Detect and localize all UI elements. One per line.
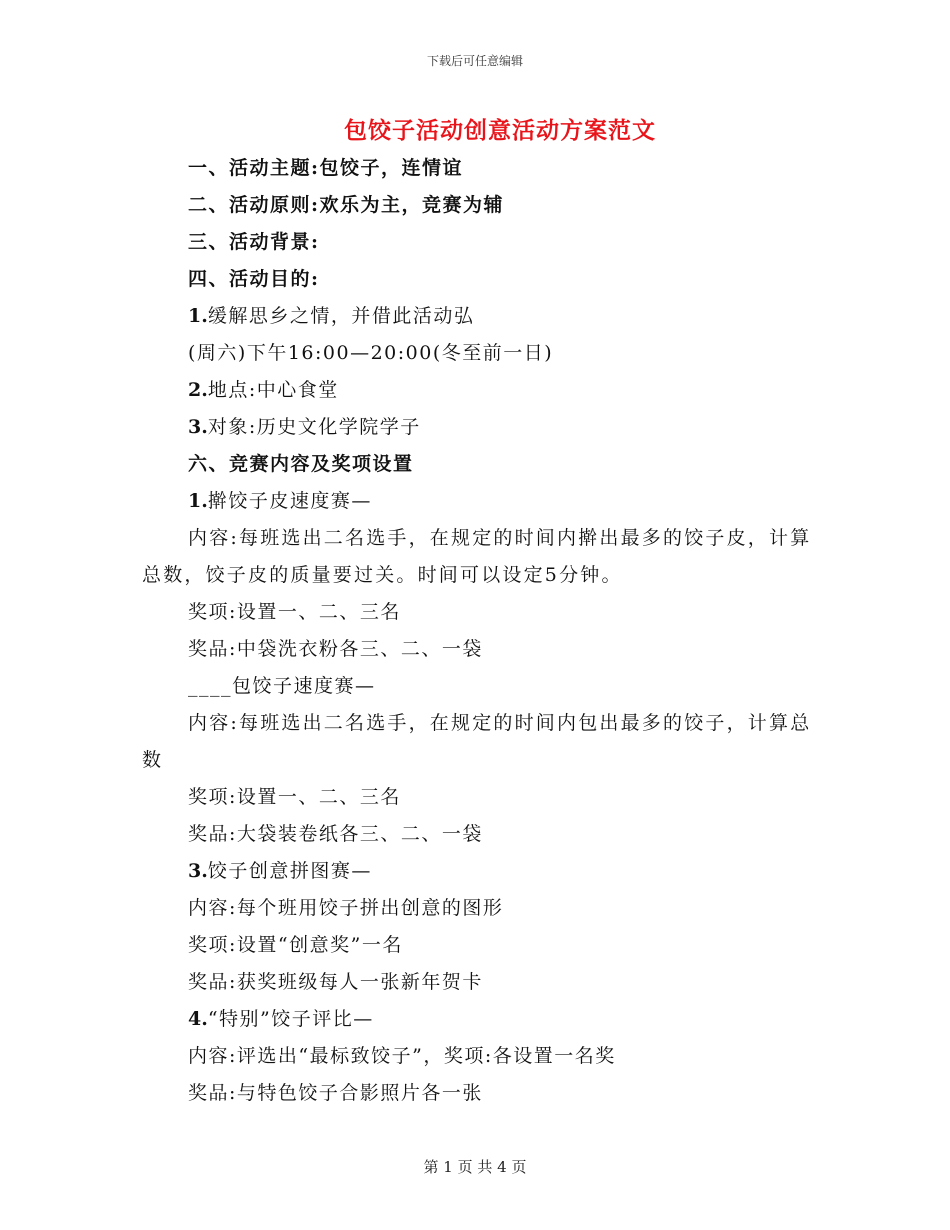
item-number: 2.: [188, 379, 208, 401]
contest-1-title: [142, 483, 812, 520]
contest-2-content: 内容:每班选出二名选手，在规定的时间内包出最多的饺子，计算总数: [142, 712, 812, 771]
item-number: 1.: [188, 490, 208, 512]
document-title: 包饺子活动创意活动方案范文: [344, 117, 656, 144]
contest-1-prizes: 奖品:中袋洗衣粉各三、二、一袋: [188, 638, 483, 660]
contest-2-prizes: 奖品:大袋装卷纸各三、二、一袋: [188, 823, 483, 845]
section-heading-competition: 六、竞赛内容及奖项设置: [188, 453, 414, 475]
audience-line: [142, 409, 812, 446]
section-heading-purpose: 四、活动目的:: [188, 268, 320, 290]
contest-4-title: [142, 1001, 812, 1038]
contest-1-content: 内容:每班选出二名选手，在规定的时间内擀出最多的饺子皮，计算总数，饺子皮的质量要过关。时间可以设定5分钟。: [142, 527, 812, 586]
contest-4-prizes: 奖品:与特色饺子合影照片各一张: [188, 1082, 483, 1104]
page-number: 第 1 页 共 4 页: [423, 1158, 527, 1176]
item-text: “特别”饺子评比—: [207, 1008, 374, 1030]
contest-2-awards: 奖项:设置一、二、三名: [188, 786, 401, 808]
item-text: 地点:中心食堂: [207, 379, 339, 401]
header-note: 下载后可任意编辑: [426, 54, 523, 68]
time-line: (周六)下午16:00—20:00(冬至前一日): [188, 342, 554, 364]
item-number: 4.: [188, 1008, 208, 1030]
contest-3-content: 内容:每个班用饺子拼出创意的图形: [188, 897, 504, 919]
location-line: [142, 372, 812, 409]
contest-3-awards: 奖项:设置“创意奖”一名: [188, 934, 403, 956]
section-heading-principle: 二、活动原则:欢乐为主，竞赛为辅: [188, 194, 505, 216]
purpose-item-1: [142, 298, 812, 335]
item-text: 饺子创意拼图赛—: [207, 860, 372, 882]
item-text: 擀饺子皮速度赛—: [207, 490, 372, 512]
item-number: 3.: [188, 860, 208, 882]
item-text: 缓解思乡之情，并借此活动弘: [207, 305, 475, 327]
contest-3-prizes: 奖品:获奖班级每人一张新年贺卡: [188, 971, 483, 993]
item-number: 1.: [188, 305, 208, 327]
item-number: 3.: [188, 416, 208, 438]
contest-3-title: [142, 853, 812, 890]
section-heading-theme: 一、活动主题:包饺子，连情谊: [188, 157, 464, 179]
document-body: [142, 150, 812, 1112]
contest-4-content: 内容:评选出“最标致饺子”，奖项:各设置一名奖: [188, 1045, 616, 1067]
section-heading-background: 三、活动背景:: [188, 231, 320, 253]
contest-2-title: ____包饺子速度赛—: [188, 675, 376, 697]
contest-1-awards: 奖项:设置一、二、三名: [188, 601, 401, 623]
item-text: 对象:历史文化学院学子: [207, 416, 421, 438]
